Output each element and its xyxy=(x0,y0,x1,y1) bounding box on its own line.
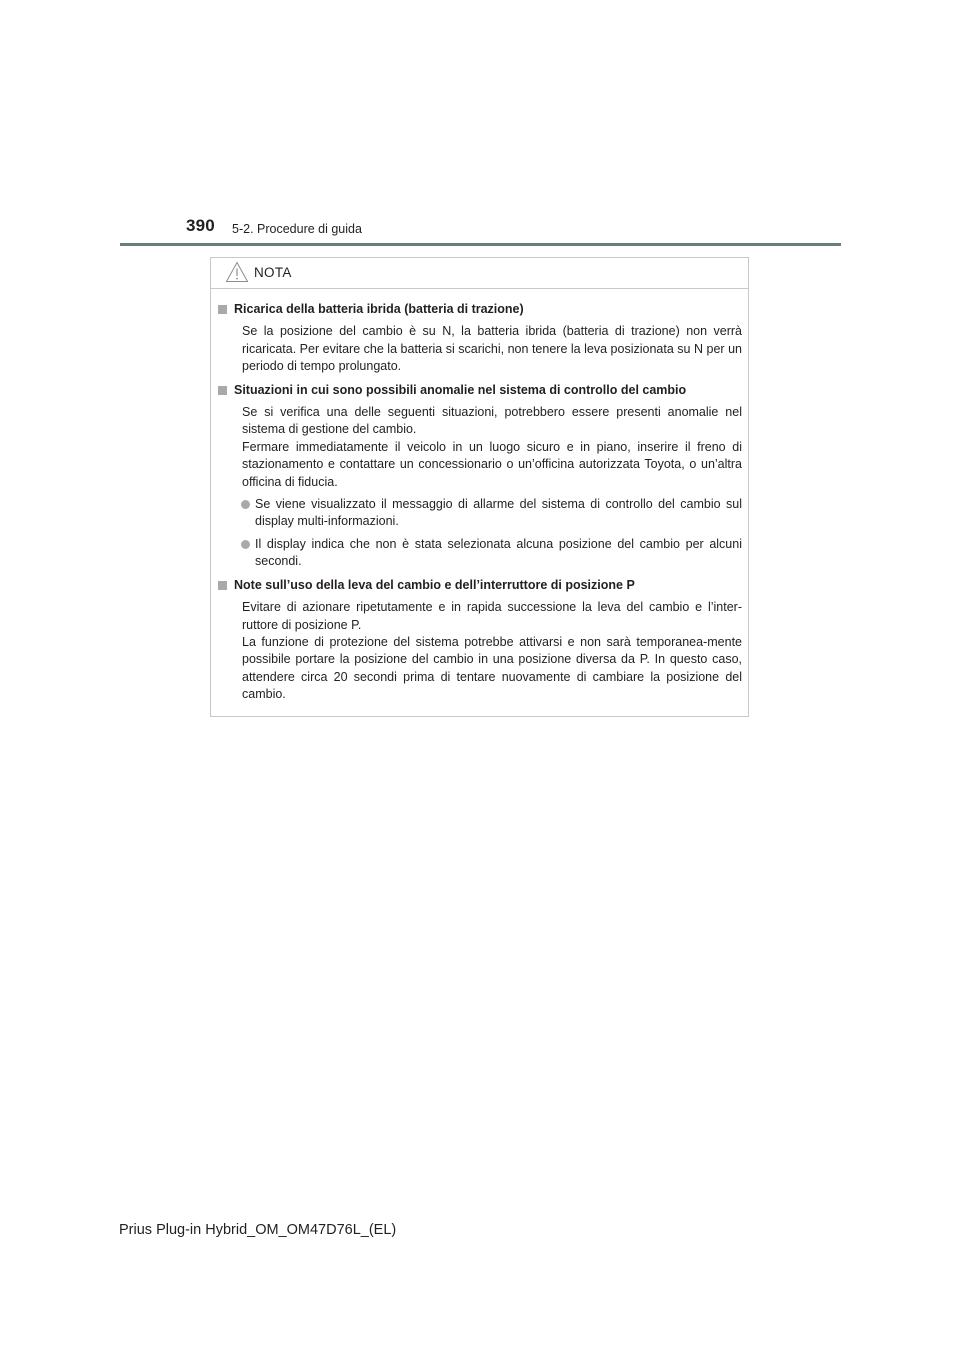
note-box xyxy=(210,257,749,717)
square-bullet-icon xyxy=(218,305,227,314)
topic-paragraph: Se la posizione del cambio è su N, la batteria ibrida (batteria di trazione) non verrà ricaricata. Per evitare che la batteria si scarichi, non tenere la leva posizionata su N per un periodo di tempo prolungato. xyxy=(242,324,742,374)
circle-bullet-icon xyxy=(241,500,250,509)
topic-title xyxy=(218,577,742,594)
square-bullet-icon xyxy=(218,581,227,590)
note-header xyxy=(211,258,748,289)
list-item xyxy=(241,496,742,531)
topic-title xyxy=(218,301,742,318)
list-item xyxy=(241,536,742,571)
warning-triangle-icon xyxy=(225,261,249,283)
topic-shift-anomalies xyxy=(218,382,742,571)
topic-shift-lever-notes xyxy=(218,577,742,704)
topic-title-text: Situazioni in cui sono possibili anomalie nel sistema di controllo del cambio xyxy=(234,382,687,397)
topic-title-text: Ricarica della batteria ibrida (batteria di trazione) xyxy=(234,302,524,316)
topic-battery-charge xyxy=(218,301,742,376)
footer-model-code: Prius Plug-in Hybrid_OM_OM47D76L_(EL) xyxy=(119,1222,397,1238)
topic-title-text: Note sull’uso della leva del cambio e dell’interruttore di posizione P xyxy=(234,577,635,592)
topic-title xyxy=(218,382,742,399)
topic-paragraph: Se si verifica una delle seguenti situazioni, potrebbero essere presenti anomalie nel sistema di gestione del cambio. Fermare immediatamente il veicolo in un luogo sicuro e in piano, inserire il freno di stazionamento e contattare un concessionario o un’officina autorizzata Toyota, o un’altra officina di fiducia. xyxy=(242,405,742,489)
circle-bullet-icon xyxy=(241,540,250,549)
topic-paragraph: Evitare di azionare ripetutamente e in rapida successione la leva del cambio e l’inter-ruttore di posizione P. La funzione di protezione del sistema potrebbe attivarsi e non sarà temporanea-mente possibile portare la posizione del cambio in una posizione diversa da P. In questo caso, attendere circa 20 secondi prima di tentare nuovamente di cambiare la posizione del cambio. xyxy=(242,600,742,702)
list-item-text: Se viene visualizzato il messaggio di allarme del sistema di controllo del cambio sul display multi-informazioni. xyxy=(255,497,742,529)
section-title: 5-2. Procedure di guida xyxy=(232,222,362,236)
note-label: NOTA xyxy=(254,265,292,280)
square-bullet-icon xyxy=(218,386,227,395)
list-item-text: Il display indica che non è stata selezionata alcuna posizione del cambio per alcuni secondi. xyxy=(255,536,742,569)
note-body xyxy=(211,289,748,704)
page-number: 390 xyxy=(186,216,215,235)
header-rule xyxy=(120,243,841,246)
